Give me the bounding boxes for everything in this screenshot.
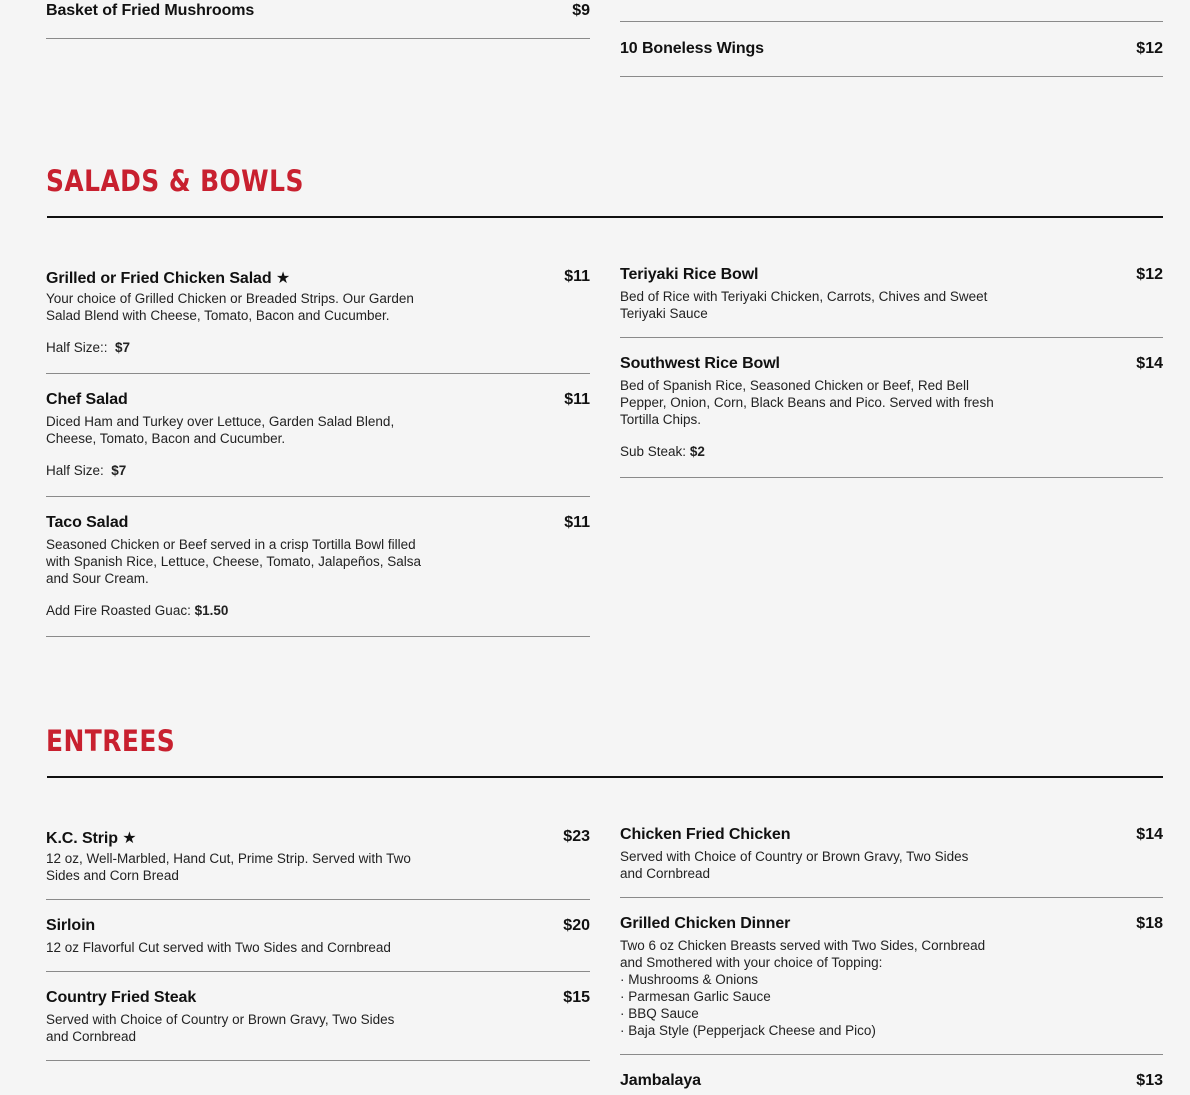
item-description	[620, 288, 987, 322]
menu-item-chicken-fried-chicken	[620, 826, 1163, 888]
description-line: and Sour Cream.	[46, 571, 149, 586]
item-name: Chicken Fried Chicken	[620, 826, 791, 843]
topping-option: · BBQ Sauce	[620, 1006, 699, 1021]
item-price: $15	[563, 989, 590, 1006]
description-line: Served with Choice of Country or Brown Gravy, Two Sides	[620, 849, 969, 864]
item-price: $14	[1136, 355, 1163, 372]
item-description	[46, 290, 414, 324]
description-line: Bed of Rice with Teriyaki Chicken, Carrots, Chives and Sweet	[620, 289, 988, 304]
option-price: $1.50	[194, 603, 229, 618]
item-price: $23	[563, 828, 590, 845]
item-option	[620, 444, 705, 459]
item-desc-partial	[620, 0, 624, 1]
section-title-entrees: ENTREES	[46, 724, 176, 758]
divider	[46, 373, 590, 374]
item-option	[46, 463, 126, 478]
divider	[620, 477, 1163, 478]
section-rule	[47, 776, 1163, 778]
divider	[46, 1060, 590, 1061]
item-name: Grilled or Fried Chicken Salad ★	[46, 270, 291, 287]
divider	[620, 76, 1163, 77]
menu-item-sirloin	[46, 917, 590, 961]
divider	[46, 38, 590, 39]
item-name: Teriyaki Rice Bowl	[620, 266, 759, 283]
item-description	[620, 937, 985, 1039]
divider	[620, 21, 1163, 22]
description-line: and Smothered with your choice of Topping:	[620, 955, 883, 970]
menu-item-fried-mushrooms	[46, 2, 590, 26]
divider	[46, 971, 590, 972]
menu-item-partial-top-right	[620, 0, 1163, 2]
item-description	[46, 939, 391, 956]
item-price: $12	[1136, 40, 1163, 57]
description-line: Sides and Corn Bread	[46, 868, 179, 883]
menu-item-boneless-wings	[620, 40, 1163, 64]
description-line: Pepper, Onion, Corn, Black Beans and Pico. Served with fresh	[620, 395, 994, 410]
item-name: Southwest Rice Bowl	[620, 355, 780, 372]
item-description	[46, 1011, 394, 1045]
section-title-salads-bowls: SALADS & BOWLS	[46, 164, 304, 198]
item-description	[46, 536, 421, 587]
menu-item-country-fried-steak	[46, 989, 590, 1051]
item-price: $13	[1136, 1072, 1163, 1089]
description-line: 12 oz, Well-Marbled, Hand Cut, Prime Strip. Served with Two	[46, 851, 411, 866]
description-line: Teriyaki Sauce	[620, 306, 708, 321]
item-description	[46, 850, 411, 884]
item-name: Sirloin	[46, 917, 96, 934]
option-price: $7	[111, 463, 127, 478]
item-price: $11	[564, 514, 590, 531]
description-line: 12 oz Flavorful Cut served with Two Sides and Cornbread	[46, 940, 391, 955]
option-label: Half Size:	[46, 463, 104, 478]
description-line: Tortilla Chips.	[620, 412, 702, 427]
description-line: Cheese, Tomato, Bacon and Cucumber.	[46, 431, 286, 446]
option-label: Sub Steak:	[620, 444, 687, 459]
menu-item-teriyaki-rice-bowl	[620, 266, 1163, 328]
divider	[620, 897, 1163, 898]
item-price: $12	[1136, 266, 1163, 283]
item-name: K.C. Strip ★	[46, 830, 137, 847]
item-price: $20	[563, 917, 590, 934]
item-description	[620, 377, 994, 428]
description-line: with Spanish Rice, Lettuce, Cheese, Tomato, Jalapeños, Salsa	[46, 554, 421, 569]
option-price: $7	[115, 340, 131, 355]
description-line: Diced Ham and Turkey over Lettuce, Garden Salad Blend,	[46, 414, 395, 429]
option-label: Add Fire Roasted Guac:	[46, 603, 191, 618]
divider	[46, 496, 590, 497]
menu-item-chef-salad	[46, 391, 590, 486]
description-line: Bed of Spanish Rice, Seasoned Chicken or Beef, Red Bell	[620, 378, 969, 393]
item-name: Jambalaya	[620, 1072, 701, 1089]
item-description	[620, 848, 968, 882]
description-line: Your choice of Grilled Chicken or Breaded Strips. Our Garden	[46, 291, 414, 306]
item-description	[46, 413, 394, 447]
menu-item-southwest-rice-bowl	[620, 355, 1163, 467]
option-price: $2	[689, 444, 705, 459]
item-price: $11	[564, 268, 590, 285]
option-label: Half Size::	[46, 340, 108, 355]
item-name: 10 Boneless Wings	[620, 40, 764, 57]
item-price: $14	[1136, 826, 1163, 843]
item-option	[46, 340, 130, 355]
description-line: Seasoned Chicken or Beef served in a crisp Tortilla Bowl filled	[46, 537, 416, 552]
item-name: Chef Salad	[46, 391, 128, 408]
item-price: $11	[564, 391, 590, 408]
topping-option: · Parmesan Garlic Sauce	[620, 989, 771, 1004]
item-name: Basket of Fried Mushrooms	[46, 2, 255, 19]
divider	[620, 1054, 1163, 1055]
item-price: $18	[1136, 915, 1163, 932]
item-name: Country Fried Steak	[46, 989, 197, 1006]
item-option	[46, 603, 228, 618]
description-line: Salad Blend with Cheese, Tomato, Bacon and Cucumber.	[46, 308, 390, 323]
menu-item-grilled-chicken-salad	[46, 268, 590, 363]
divider	[620, 337, 1163, 338]
item-price: $9	[572, 2, 590, 19]
description-line: and Cornbread	[620, 866, 711, 881]
description-line: Served with Choice of Country or Brown Gravy, Two Sides	[46, 1012, 395, 1027]
description-line: and Cornbread	[46, 1029, 137, 1044]
menu-item-jambalaya	[620, 1072, 1163, 1095]
menu-item-grilled-chicken-dinner	[620, 915, 1163, 1045]
item-name: Taco Salad	[46, 514, 129, 531]
divider	[46, 636, 590, 637]
topping-option: · Baja Style (Pepperjack Cheese and Pico)	[620, 1023, 876, 1038]
divider	[46, 899, 590, 900]
topping-option: · Mushrooms & Onions	[620, 972, 759, 987]
menu-item-taco-salad	[46, 514, 590, 626]
description-line: Two 6 oz Chicken Breasts served with Two Sides, Cornbread	[620, 938, 986, 953]
item-name: Grilled Chicken Dinner	[620, 915, 791, 932]
section-rule	[47, 216, 1163, 218]
menu-item-kc-strip	[46, 828, 590, 890]
